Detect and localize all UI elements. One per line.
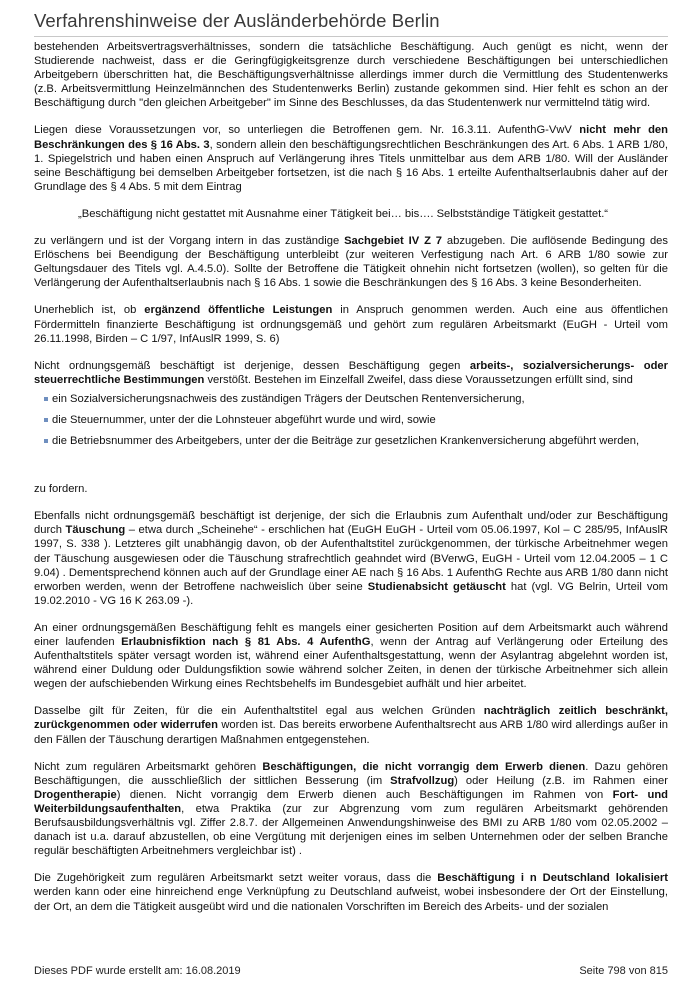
text-run: werden kann oder eine hinreichend enge Verknüpfung zu Deutschland aufweist, wobei insbesondere der Ort der Einstellung, der Ort, an dem die Tätigkeit ausgeübt wird und die nationalen Vorschriften im Bereich des Arbeits- und der sozialen bbox=[34, 886, 668, 913]
bold-text: Sachgebiet IV Z 7 bbox=[344, 235, 443, 248]
text-run: An einer ordnungsgemäßen Beschäftigung fehlt es mangels einer gesicherten Position auf dem Arbeitsmarkt auch während einer laufenden bbox=[34, 621, 668, 648]
text-run: abzugeben. Die auflösende Bedingung des Erlöschens bei Beendigung der Beschäftigung unterbleibt (zur weiteren Verfestigung nach Art. 6 ARB 1/80 sowie zur Geltungsdauer des Titels vgl. A.4.5.0). Sollte der Betroffene die Tätigkeit ohnehin nicht fortsetzen (wollen), so gelten für die Verlängerung der Aufenthaltserlaubnis nach § 16 Abs. 1 sowie die Beschränkungen des § 16 Abs. 3 keine Besonderheiten. bbox=[34, 235, 668, 290]
paragraph: bestehenden Arbeitsvertragsverhältnisses, sondern die tatsächliche Beschäftigung. Auch genügt es nicht, wenn der Studierende nachweist, dass er die Geringfügigkeitsgrenze durch verschiedene Beschäftigungen bei unterschiedlichen Arbeitgebern überschritten hat, die Beschäftigungsverhältnisse allerdings immer durch die Vermittlung des Studentenwerks (z.B. Arbeitsvermittlung Heinzelmännchen des Studentenwerks Berlin) zustande gekommen sind. Hier fehlt es schon an der Beschäftigung durch "den gleichen Arbeitgeber" im Sinne des Beschlusses, da das Studentenwerk nur vermittelnd tätig wird. bbox=[34, 41, 668, 110]
text-run: , etwa Praktika (zur zur Abgrenzung vom zum regulären Arbeitsmarkt gehörenden Berufsausbildungsverhältnis vgl. Ziffer 2.8.7. der Allgemeinen Anwendungshinweise des BMI zu ARB 1/80 vom 02.05.2002 – danach ist u.a. darauf abzustellen, ob eine Vergütung mit derjenigen eines im selben Unternehmen oder der selben Branche regulär beschäftigten Arbeitnehmers vergleichbar ist) . bbox=[34, 802, 668, 858]
text-run: , sondern allein den beschäftigungsrechtlichen Beschränkungen des Art. 6 Abs. 1 ARB 1/80, 1. Spiegelstrich und haben einen Anspruch auf Verlängerung ihres Titels unmittelbar aus dem ARB 1/80. Will der Ausländer seine Beschäftigung bei demselben Arbeitgeber fortsetzen, ist die nach § 16 Abs. 1 erteilte Aufenthaltserlaubnis daher auf der Grundlage des § 4 Abs. 5 mit dem Eintrag bbox=[34, 138, 668, 193]
text-run: , wenn der Antrag auf Verlängerung oder Erteilung des Aufenthaltstitels später versagt worden ist, während einer Aufenthaltsgestattung, wenn der Asylantrag abgelehnt worden ist, während einer Duldung oder Duldungsfiktion sowie während solcher Zeiten, in denen der türkische Arbeitnehmer sich allein wegen der aufschiebenden Wirkung eines Rechtsbehelfs im Bundesgebiet aufhält und hier arbeitet. bbox=[34, 636, 668, 691]
bullet-square-icon bbox=[44, 418, 48, 422]
paragraph bbox=[34, 359, 668, 387]
list-item-text: die Steuernummer, unter der die Lohnsteuer abgeführt wurde und wird, sowie bbox=[52, 413, 436, 426]
bold-text: nicht mehr den Beschränkungen des § 16 Abs. 3 bbox=[34, 124, 668, 151]
bold-text: Studienabsicht getäuscht bbox=[367, 580, 506, 593]
list-item-text: die Betriebsnummer des Arbeitgebers, unter der die Beiträge zur gesetzlichen Krankenversicherung abgeführt werden, bbox=[52, 435, 640, 448]
bold-text: Strafvollzug bbox=[390, 774, 455, 787]
page-header bbox=[34, 10, 668, 32]
quote-block: „Beschäftigung nicht gestattet mit Ausnahme einer Tätigkeit bei… bis…. Selbstständige Tätigkeit gestattet.“ bbox=[78, 207, 609, 220]
list-item-text: ein Sozialversicherungsnachweis des zuständigen Trägers der Deutschen Rentenversicherung, bbox=[52, 392, 525, 405]
bold-text: arbeits-, sozialversicherungs- oder steuerrechtliche Bestimmungen bbox=[34, 359, 668, 386]
text-run: Die Zugehörigkeit zum regulären Arbeitsmarkt setzt weiter voraus, dass die bbox=[34, 872, 438, 885]
bold-text: Fort- und Weiterbildungsaufenthalten bbox=[34, 788, 669, 815]
text-run: . Dazu gehören Beschäftigungen, die ausschließlich der sittlichen Besserung (im bbox=[34, 760, 668, 787]
list-item bbox=[44, 392, 668, 406]
paragraph bbox=[34, 704, 668, 746]
bold-text: Erlaubnisfiktion nach § 81 Abs. 4 AufenthG bbox=[121, 636, 371, 648]
bullet-square-icon bbox=[44, 439, 48, 443]
paragraph bbox=[34, 509, 668, 608]
text-run: verstößt. Bestehen im Einzelfall Zweifel, dass diese Voraussetzungen erfüllt sind, sind bbox=[204, 373, 633, 386]
text-run: ) oder Heilung (z.B. im Rahmen einer bbox=[454, 774, 668, 787]
bold-text: Beschäftigungen, die nicht vorrangig dem Erwerb dienen bbox=[262, 760, 586, 773]
text-run: Liegen diese Voraussetzungen vor, so unterliegen die Betroffenen gem. Nr. 16.3.11. AufenthG-VwV bbox=[34, 124, 580, 137]
text-run: zu verlängern und ist der Vorgang intern in das zuständige bbox=[34, 235, 345, 248]
text-run: hat (vgl. VG Belrin, Urteil vom 19.02.2010 - VG 16 K 263.09 -). bbox=[34, 580, 669, 607]
paragraph bbox=[34, 123, 668, 193]
header-divider bbox=[34, 36, 668, 37]
bold-text: Beschäftigung i n Deutschland lokalisiert bbox=[437, 872, 668, 885]
text-run: Ebenfalls nicht ordnungsgemäß beschäftigt ist derjenige, der sich die Erlaubnis zum Aufenthalt und/oder zur Beschäftigung durch bbox=[34, 510, 668, 537]
bold-text: Täuschung bbox=[65, 524, 126, 537]
bold-text: Drogentherapie bbox=[34, 788, 117, 801]
text-run: Unerheblich ist, ob bbox=[34, 304, 145, 317]
bullet-square-icon bbox=[44, 397, 48, 401]
page-number: Seite 798 von 815 bbox=[579, 965, 668, 977]
list-item bbox=[44, 413, 668, 427]
list-item bbox=[44, 434, 668, 448]
paragraph bbox=[34, 303, 668, 345]
paragraph: zu fordern. bbox=[34, 483, 88, 496]
text-run: Nicht zum regulären Arbeitsmarkt gehören bbox=[34, 760, 263, 773]
paragraph bbox=[34, 760, 668, 859]
text-run: worden ist. Das bereits erworbene Aufenthaltsrecht aus ARB 1/80 wird allerdings außer in den Fällen der Täuschung derartigen Maßnahmen entgegenstehen. bbox=[34, 719, 668, 746]
paragraph bbox=[34, 621, 668, 691]
page-title: Verfahrenshinweise der Ausländerbehörde Berlin bbox=[34, 10, 440, 31]
bold-text: nachträglich zeitlich beschränkt, zurückgenommen oder widerrufen bbox=[34, 705, 668, 732]
text-run: Nicht ordnungsgemäß beschäftigt ist derjenige, dessen Beschäftigung gegen bbox=[34, 359, 470, 372]
text-run: in Anspruch genommen werden. Auch eine aus öffentlichen Fördermitteln finanzierte Beschäftigung ist ordnungsgemäß und gehört zum regulären Arbeitsmarkt (EuGH - Urteil vom 26.11.1998, Birden – C 1/97, InfAuslR 1999, S. 6) bbox=[34, 304, 668, 345]
paragraph bbox=[34, 871, 668, 913]
text-run: Dasselbe gilt für Zeiten, für die ein Aufenthaltstitel egal aus welchen Gründen bbox=[34, 705, 484, 718]
text-run: ) dienen. Nicht vorrangig dem Erwerb dienen auch Beschäftigungen im Rahmen von bbox=[116, 788, 613, 801]
text-run: – etwa durch „Scheinehe“ - erschlichen hat (EuGH EuGH - Urteil vom 05.06.1997, Kol – C 285/95, InfAuslR 1997, S. 338 ). Letzteres gilt unabhängig davon, ob der Aufenthaltstitel zurückgenommen, der türkische Arbeitnehmer wegen der Täuschung ausgewiesen oder die Täuschung strafrechtlich geahndet wird (BVerwG, EuGH - Urteil vom 12.04.2005 – 1 C 9.04) . Dementsprechend können auch auf der Grundlage einer AE nach § 16 Abs. 1 AufenthG Rechte aus ARB 1/80 dann nicht erworben werden, wenn der Betroffene nachweislich über seine bbox=[34, 524, 669, 593]
bold-text: ergänzend öffentliche Leistungen bbox=[144, 304, 333, 317]
paragraph bbox=[34, 234, 668, 290]
created-date: Dieses PDF wurde erstellt am: 16.08.2019 bbox=[34, 965, 241, 977]
requirements-list bbox=[34, 392, 668, 448]
document-body bbox=[34, 40, 668, 927]
